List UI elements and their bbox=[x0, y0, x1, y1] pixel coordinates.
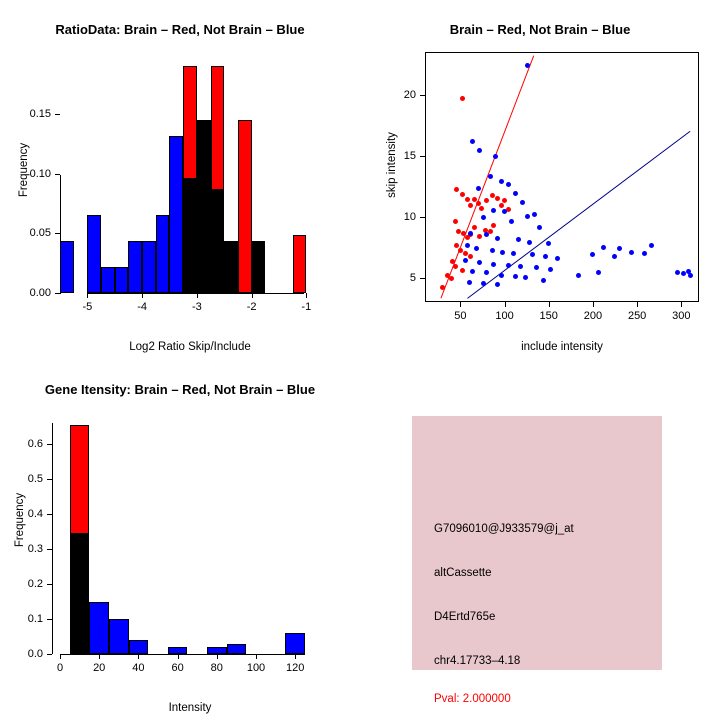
axis-tick bbox=[55, 114, 60, 115]
scatter-point bbox=[460, 192, 465, 197]
axis-tick-label: 0.5 bbox=[27, 473, 43, 485]
histogram-bar bbox=[197, 120, 211, 293]
axis-tick bbox=[55, 233, 60, 234]
axis-tick bbox=[505, 302, 506, 307]
axis-tick-label: 0.15 bbox=[29, 107, 51, 120]
axis-tick-label: 60 bbox=[171, 662, 184, 674]
axis-tick-label: 0.00 bbox=[29, 287, 51, 299]
axis-tick-label: 250 bbox=[627, 310, 647, 322]
scatter-point bbox=[470, 139, 475, 144]
histogram-bar bbox=[207, 647, 227, 654]
histogram-bar bbox=[168, 647, 188, 654]
axis-tick-label: 300 bbox=[672, 310, 691, 322]
gene-x-axis-label: Intensity bbox=[168, 702, 212, 714]
axis-tick bbox=[420, 95, 425, 96]
axis-tick bbox=[47, 514, 52, 515]
axis-tick-label: -3 bbox=[191, 301, 202, 313]
axis-tick-label: 50 bbox=[454, 310, 467, 322]
axis-tick-label: 20 bbox=[93, 662, 106, 674]
histogram-bar bbox=[227, 644, 247, 655]
axis-tick bbox=[637, 302, 638, 307]
axis-tick-label: 80 bbox=[210, 662, 223, 674]
panel-intensity-scatter bbox=[360, 0, 720, 360]
axis-tick-label: -1 bbox=[301, 301, 312, 313]
histogram-bar bbox=[60, 241, 74, 293]
histogram-bar bbox=[142, 241, 156, 293]
axis-tick-label: 15 bbox=[403, 149, 416, 162]
info-event-type: altCassette bbox=[434, 567, 492, 579]
histogram-bar bbox=[285, 633, 305, 654]
scatter-y-axis-label: skip intensity bbox=[386, 132, 398, 198]
histogram-bar bbox=[252, 241, 266, 293]
info-pvalue: Pval: 2.000000 bbox=[434, 693, 511, 705]
axis-tick bbox=[47, 549, 52, 550]
scatter-point bbox=[629, 250, 634, 255]
axis-tick bbox=[142, 293, 143, 298]
axis-tick-label: 100 bbox=[246, 662, 266, 674]
scatter-point bbox=[555, 256, 560, 261]
scatter-point bbox=[453, 219, 458, 224]
axis-tick bbox=[47, 619, 52, 620]
axis-tick-label: -2 bbox=[246, 301, 257, 313]
scatter-point bbox=[499, 203, 504, 208]
scatter-point bbox=[488, 174, 493, 179]
axis-tick-label: 5 bbox=[409, 271, 416, 284]
scatter-point bbox=[525, 63, 530, 68]
axis-tick-label: 120 bbox=[286, 662, 305, 674]
gene-y-axis-label: Frequency bbox=[14, 492, 26, 548]
histogram-bar bbox=[89, 602, 109, 655]
axis-tick-label: 0.0 bbox=[27, 648, 43, 660]
scatter-point bbox=[548, 267, 553, 272]
scatter-point bbox=[474, 246, 479, 251]
scatter-point bbox=[617, 246, 622, 251]
axis-tick bbox=[252, 293, 253, 298]
axis-tick-label: 150 bbox=[539, 310, 558, 322]
histogram-bar bbox=[109, 619, 129, 654]
scatter-x-axis-label: include intensity bbox=[521, 341, 603, 353]
scatter-point bbox=[477, 234, 482, 239]
histogram-bar bbox=[87, 215, 101, 293]
gene-histogram-title: Gene Itensity: Brain – Red, Not Brain – Blue bbox=[44, 382, 316, 397]
axis-tick bbox=[420, 217, 425, 218]
scatter-point bbox=[463, 251, 468, 256]
panel-ratio-histogram bbox=[0, 0, 360, 360]
axis-tick bbox=[460, 302, 461, 307]
axis-tick-label: -4 bbox=[137, 301, 147, 313]
scatter-point bbox=[532, 212, 537, 217]
axis-tick bbox=[47, 584, 52, 585]
axis-tick bbox=[47, 444, 52, 445]
axis-tick bbox=[47, 479, 52, 480]
axis-tick-label: 0 bbox=[56, 662, 64, 674]
info-gene-symbol: D4Ertd765e bbox=[434, 611, 496, 623]
histogram-bar bbox=[293, 235, 307, 293]
axis-tick-label: 0.6 bbox=[27, 438, 43, 450]
info-probe-id: G7096010@J933579@j_at bbox=[434, 523, 574, 535]
histogram-bar bbox=[156, 215, 170, 293]
scatter-point bbox=[513, 191, 518, 196]
scatter-point bbox=[490, 248, 495, 253]
axis-tick-label: 40 bbox=[132, 662, 145, 674]
scatter-point bbox=[506, 263, 511, 268]
scatter-point bbox=[642, 251, 647, 256]
axis-tick bbox=[197, 293, 198, 298]
histogram-bar bbox=[169, 136, 183, 293]
scatter-point bbox=[476, 186, 481, 191]
scatter-point bbox=[576, 273, 581, 278]
scatter-fit-lines bbox=[360, 0, 720, 360]
axis-tick bbox=[87, 293, 88, 298]
axis-tick bbox=[138, 654, 139, 659]
axis-tick bbox=[99, 654, 100, 659]
axis-tick bbox=[47, 654, 52, 655]
gene-x-axis bbox=[60, 654, 305, 655]
scatter-point bbox=[456, 229, 461, 234]
axis-tick bbox=[420, 156, 425, 157]
scatter-point bbox=[479, 206, 484, 211]
axis-tick-label: 0.1 bbox=[27, 613, 43, 625]
axis-tick-label: -5 bbox=[82, 301, 93, 313]
scatter-point bbox=[499, 179, 504, 184]
axis-tick bbox=[295, 654, 296, 659]
scatter-point bbox=[500, 250, 505, 255]
scatter-point bbox=[495, 196, 500, 201]
scatter-point bbox=[467, 280, 472, 285]
axis-tick bbox=[217, 654, 218, 659]
histogram-bar bbox=[211, 66, 225, 293]
axis-tick bbox=[593, 302, 594, 307]
panel-info bbox=[360, 360, 720, 720]
scatter-title: Brain – Red, Not Brain – Blue bbox=[449, 22, 631, 37]
info-box bbox=[412, 416, 662, 705]
histogram-bar bbox=[129, 640, 149, 654]
panel-gene-intensity-histogram bbox=[0, 360, 360, 720]
scatter-point bbox=[499, 273, 504, 278]
axis-tick bbox=[55, 293, 60, 294]
axis-tick-label: 100 bbox=[495, 310, 514, 322]
scatter-point bbox=[520, 200, 525, 205]
ratio-x-axis-label: Log2 Ratio Skip/Include bbox=[129, 341, 251, 353]
axis-tick-label: 20 bbox=[403, 88, 416, 101]
scatter-point bbox=[596, 270, 601, 275]
axis-tick-label: 0.05 bbox=[29, 227, 51, 240]
axis-tick-label: 0.4 bbox=[27, 508, 43, 520]
scatter-point bbox=[476, 201, 481, 206]
axis-tick bbox=[60, 654, 61, 659]
scatter-point bbox=[460, 268, 465, 273]
scatter-point bbox=[601, 245, 606, 250]
ratio-y-axis-label: Frequency bbox=[18, 142, 30, 198]
scatter-point bbox=[511, 251, 516, 256]
histogram-bar bbox=[238, 120, 252, 293]
histogram-bar bbox=[101, 267, 115, 293]
axis-tick-label: 200 bbox=[583, 310, 603, 322]
axis-tick-label: 10 bbox=[403, 210, 416, 223]
histogram-bar bbox=[70, 533, 90, 654]
axis-tick bbox=[55, 174, 60, 175]
scatter-point bbox=[460, 96, 465, 101]
scatter-point bbox=[527, 240, 532, 245]
axis-tick bbox=[256, 654, 257, 659]
scatter-point bbox=[465, 197, 470, 202]
axis-tick-label: 0.3 bbox=[27, 543, 43, 555]
axis-tick bbox=[178, 654, 179, 659]
axis-tick bbox=[420, 278, 425, 279]
gene-y-axis bbox=[52, 423, 53, 654]
histogram-bar bbox=[115, 267, 129, 293]
axis-tick-label: 0.10 bbox=[29, 167, 51, 180]
scatter-point bbox=[541, 278, 546, 283]
scatter-point bbox=[513, 274, 518, 279]
axis-tick bbox=[549, 302, 550, 307]
histogram-bar bbox=[183, 66, 197, 293]
axis-tick-label: 0.2 bbox=[27, 578, 43, 590]
axis-tick bbox=[681, 302, 682, 307]
info-locus: chr4.17733–4.18 bbox=[434, 655, 521, 667]
histogram-bar bbox=[224, 241, 238, 293]
scatter-point bbox=[688, 273, 693, 278]
histogram-bar bbox=[128, 241, 142, 293]
ratio-histogram-title: RatioData: Brain – Red, Not Brain – Blue bbox=[55, 22, 305, 37]
axis-tick bbox=[306, 293, 307, 298]
